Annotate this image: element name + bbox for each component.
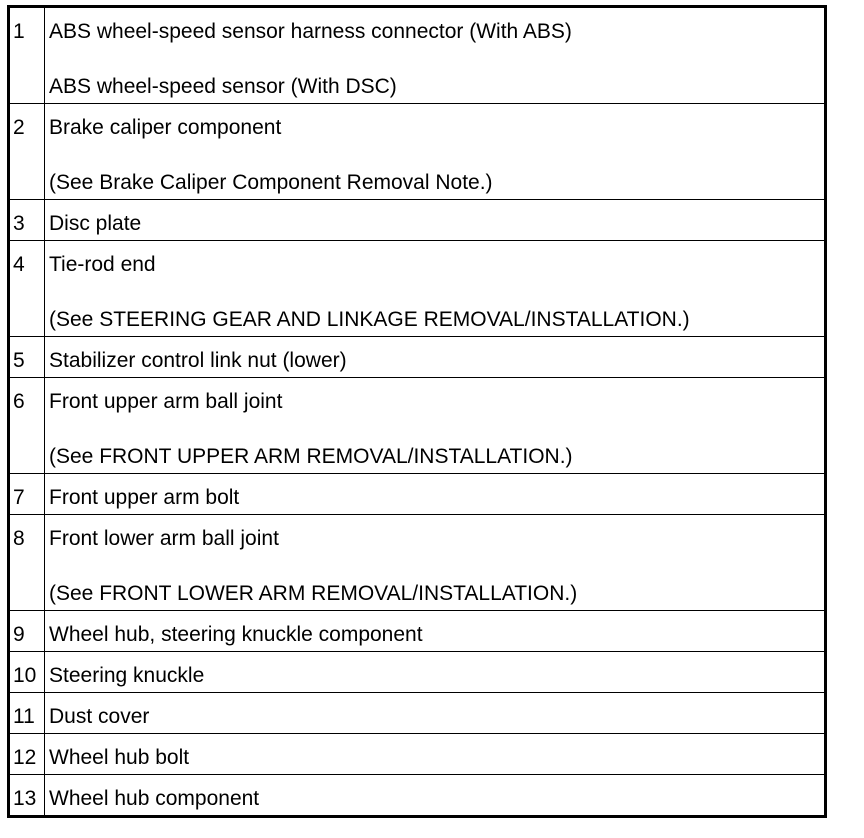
table-row — [9, 734, 826, 775]
item-number: 12 — [9, 734, 45, 775]
item-number: 11 — [9, 693, 45, 734]
item-description — [45, 693, 826, 734]
table-row — [9, 474, 826, 515]
item-number: 13 — [9, 775, 45, 817]
table-row — [9, 337, 826, 378]
item-description — [45, 7, 826, 104]
item-description — [45, 200, 826, 241]
parts-table-body — [9, 7, 826, 817]
item-description — [45, 652, 826, 693]
item-number: 4 — [9, 241, 45, 337]
item-reference-note: (See STEERING GEAR AND LINKAGE REMOVAL/INSTALLATION.) — [49, 308, 690, 331]
item-description — [45, 611, 826, 652]
item-description — [45, 378, 826, 474]
table-row — [9, 515, 826, 611]
item-description-text: Stabilizer control link nut (lower) — [49, 349, 347, 372]
item-description-text: ABS wheel-speed sensor harness connector (With ABS) — [49, 20, 572, 43]
parts-table — [7, 5, 827, 818]
item-description-text: Brake caliper component — [49, 116, 282, 139]
item-description-text: Steering knuckle — [49, 664, 205, 687]
item-description — [45, 775, 826, 817]
item-description — [45, 515, 826, 611]
table-row — [9, 611, 826, 652]
table-row — [9, 241, 826, 337]
item-description-text: Front lower arm ball joint — [49, 527, 279, 550]
item-description-text: Wheel hub component — [49, 787, 260, 810]
item-description — [45, 474, 826, 515]
table-row — [9, 200, 826, 241]
item-description — [45, 241, 826, 337]
table-row — [9, 7, 826, 104]
item-description-text: Front upper arm bolt — [49, 486, 240, 509]
item-description-text: Wheel hub bolt — [49, 746, 190, 769]
item-reference-note: (See Brake Caliper Component Removal Note.) — [49, 171, 493, 194]
table-row — [9, 378, 826, 474]
table-row — [9, 104, 826, 200]
item-number: 1 — [9, 7, 45, 104]
item-description-text: Wheel hub, steering knuckle component — [49, 623, 423, 646]
item-number: 7 — [9, 474, 45, 515]
item-description-text: Disc plate — [49, 212, 142, 235]
item-number: 2 — [9, 104, 45, 200]
item-reference-note: ABS wheel-speed sensor (With DSC) — [49, 75, 397, 98]
item-description — [45, 337, 826, 378]
table-row — [9, 693, 826, 734]
item-number: 5 — [9, 337, 45, 378]
item-description-text: Front upper arm ball joint — [49, 390, 283, 413]
item-number: 8 — [9, 515, 45, 611]
item-number: 6 — [9, 378, 45, 474]
item-reference-note: (See FRONT UPPER ARM REMOVAL/INSTALLATION.) — [49, 445, 573, 468]
item-description-text: Dust cover — [49, 705, 150, 728]
table-row — [9, 775, 826, 817]
item-reference-note: (See FRONT LOWER ARM REMOVAL/INSTALLATION.) — [49, 582, 578, 605]
table-row — [9, 652, 826, 693]
item-number: 3 — [9, 200, 45, 241]
item-number: 9 — [9, 611, 45, 652]
item-description-text: Tie-rod end — [49, 253, 156, 276]
item-description — [45, 734, 826, 775]
item-number: 10 — [9, 652, 45, 693]
item-description — [45, 104, 826, 200]
